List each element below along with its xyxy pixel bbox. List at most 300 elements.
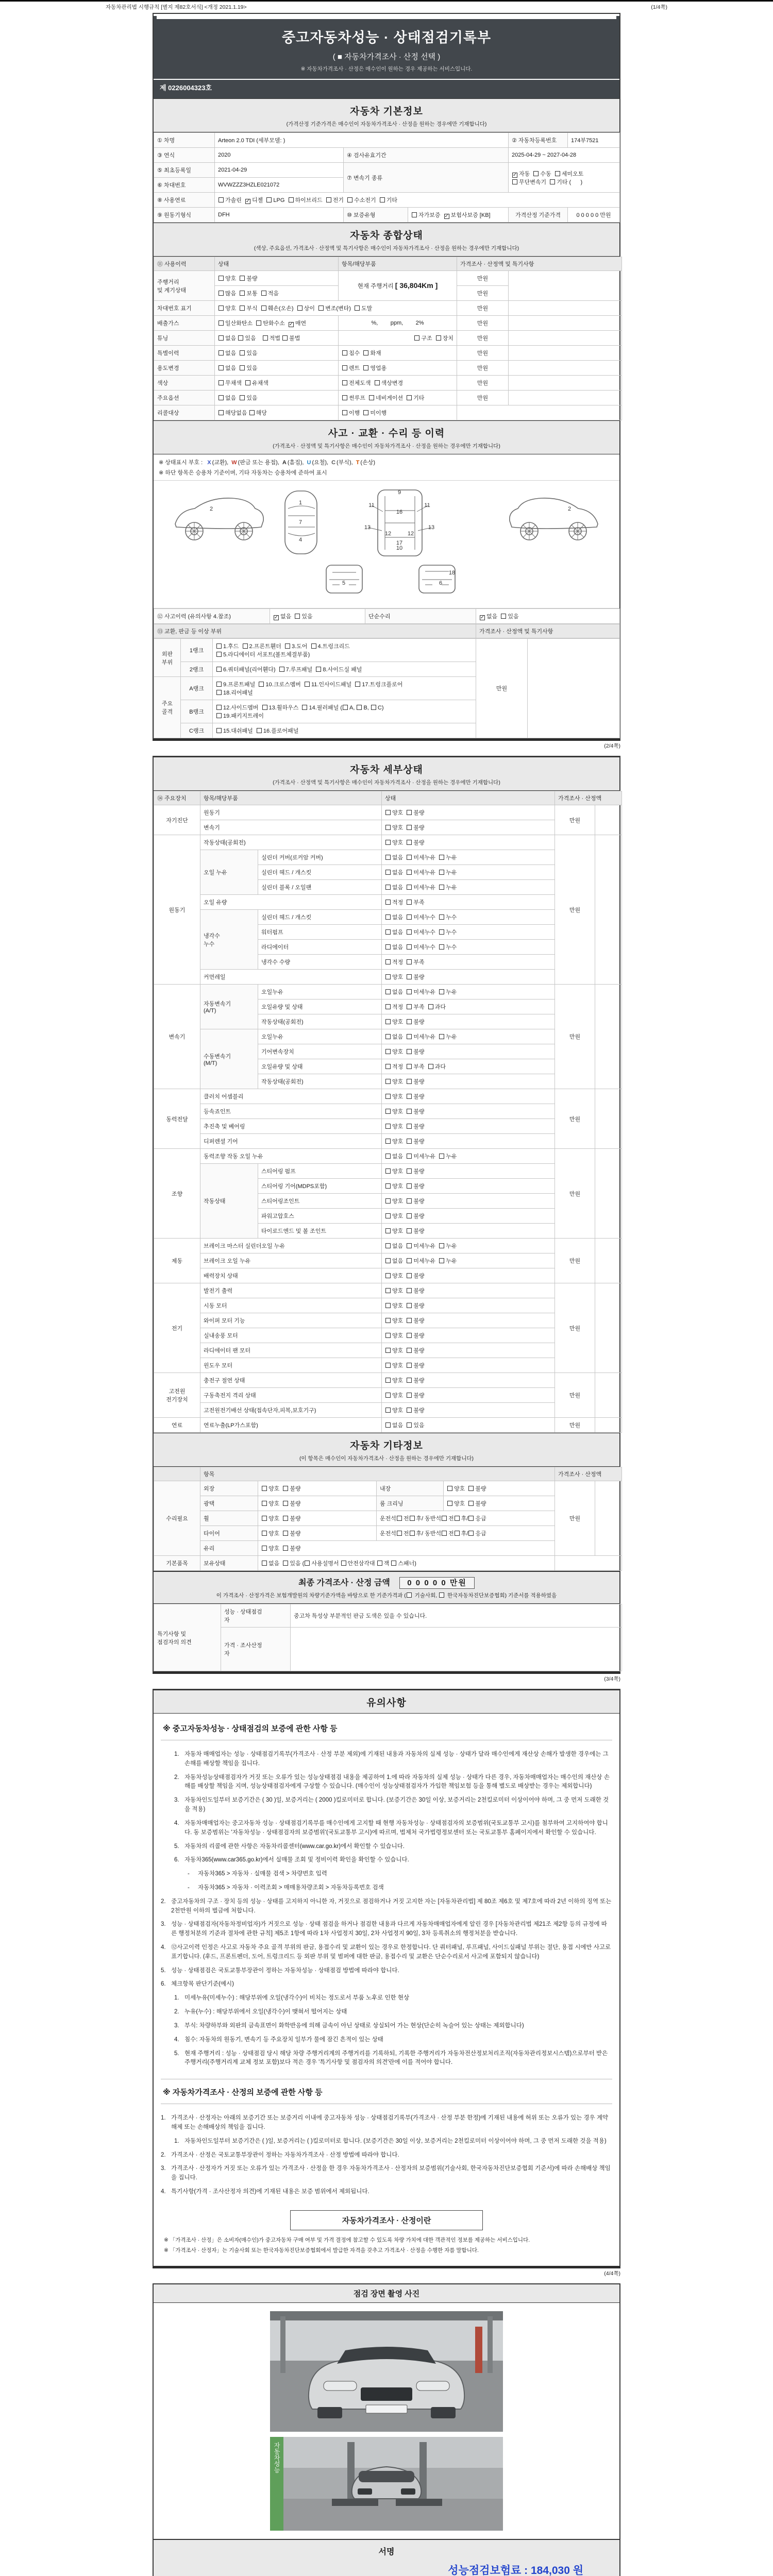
checkbox-icon[interactable]: [377, 1561, 382, 1566]
checkbox-icon[interactable]: [369, 395, 374, 400]
checkbox-icon[interactable]: [407, 914, 412, 920]
checkbox-icon[interactable]: [439, 1034, 444, 1039]
checkbox-icon[interactable]: [385, 840, 391, 845]
checkbox-icon[interactable]: [219, 320, 224, 326]
notice-item-text: 현재 주행거리 : 성능 · 상태점검 당시 해당 차량 주행거리계의 주행거리를 기록하되, 기록한 주행거리가 자동차전산정보처리조직(자동차관리정보시스템)으로부터 받은 주행거리(주행거리계 교체 정보 포함)보다 적은 경우 '특기사항 및 점검자의 의견'란에 이를 적어야 합니다.: [184, 2050, 608, 2066]
checkbox-icon[interactable]: [407, 1378, 412, 1383]
checkbox-icon[interactable]: [385, 810, 391, 815]
checkbox-icon[interactable]: [305, 682, 310, 687]
checkbox-icon[interactable]: [385, 825, 391, 830]
checkbox-checked-icon[interactable]: ✓: [480, 615, 484, 620]
table-cell: 외장: [200, 1481, 258, 1496]
checkbox-icon[interactable]: [243, 643, 248, 649]
checkbox-icon[interactable]: [385, 1408, 391, 1413]
checkbox-icon[interactable]: [407, 1124, 412, 1129]
table-cell: ⑥ 차대번호: [154, 178, 215, 193]
item-label: 고전원전기배선 상태(접속단자,피복,보호기구): [200, 1403, 382, 1418]
checkbox-icon[interactable]: [397, 1531, 402, 1536]
checkbox-icon[interactable]: [357, 705, 362, 710]
checkbox-icon[interactable]: [407, 1303, 412, 1308]
checkbox-icon[interactable]: [407, 1333, 412, 1338]
item-label: 윈도우 모터: [200, 1358, 382, 1373]
checkbox-icon[interactable]: [257, 728, 262, 733]
notice-item-number: -: [188, 1884, 190, 1891]
checkbox-icon[interactable]: [442, 1516, 447, 1521]
checkbox-icon[interactable]: [385, 1183, 391, 1189]
state-options: 없음 미세누수 누수: [382, 910, 555, 925]
checkbox-icon[interactable]: [555, 171, 560, 176]
checkbox-icon[interactable]: [263, 335, 268, 341]
checkbox-icon[interactable]: [412, 212, 417, 217]
sub-group-label: 오일 누유: [200, 850, 258, 895]
checkbox-icon[interactable]: [407, 1243, 412, 1248]
checkbox-icon[interactable]: [311, 643, 316, 649]
checkbox-icon[interactable]: [407, 929, 412, 935]
checkbox-icon[interactable]: [407, 1363, 412, 1368]
checkbox-icon[interactable]: [407, 1004, 412, 1009]
state-options: 없음 미세누수 누수: [382, 925, 555, 940]
checkbox-icon[interactable]: [283, 1546, 288, 1551]
table-cell: [509, 301, 622, 316]
checkbox-icon[interactable]: [262, 1546, 267, 1551]
checkbox-icon[interactable]: [407, 1258, 412, 1263]
checkbox-icon[interactable]: [391, 1561, 396, 1566]
item-label: 브레이크 마스터 실린더오일 누유: [200, 1239, 382, 1253]
checkbox-icon[interactable]: [341, 1561, 346, 1566]
item-label: 충전구 절연 상태: [200, 1373, 382, 1388]
item-label: 오일유량 및 상태: [258, 1059, 382, 1074]
checkbox-icon[interactable]: [385, 959, 391, 964]
item-label: 실린더 커버(로커암 커버): [258, 850, 382, 865]
checkbox-icon[interactable]: [385, 1019, 391, 1024]
checkbox-icon[interactable]: [439, 870, 444, 875]
checkbox-icon[interactable]: [407, 1408, 412, 1413]
table-cell: 없음 있음: [215, 391, 339, 405]
checkbox-icon[interactable]: [302, 705, 307, 710]
checkbox-icon[interactable]: [262, 705, 267, 710]
checkbox-icon[interactable]: [385, 1363, 391, 1368]
checkbox-icon[interactable]: [219, 197, 224, 202]
checkbox-icon[interactable]: [385, 929, 391, 935]
checkbox-checked-icon[interactable]: ✓: [246, 198, 250, 204]
checkbox-icon[interactable]: [407, 1079, 412, 1084]
item-label: 발전기 출력: [200, 1283, 382, 1298]
price-definition-line: ※ 「가격조사 · 산정자」는 기술사회 또는 한국자동차진단보증협회에서 발급한 자격을 갖추고 가격조사 · 산정을 수행한 자를 말합니다.: [164, 2247, 479, 2253]
checkbox-icon[interactable]: [380, 197, 385, 202]
checkbox-icon[interactable]: [385, 1079, 391, 1084]
checkbox-icon[interactable]: [439, 929, 444, 935]
checkbox-icon[interactable]: [414, 335, 419, 341]
checkbox-icon[interactable]: [256, 320, 261, 326]
checkbox-icon[interactable]: [289, 197, 294, 202]
state-options: 양호 불량: [382, 1164, 555, 1179]
checkbox-icon[interactable]: [283, 1486, 288, 1491]
checkbox-icon[interactable]: [385, 1094, 391, 1099]
checkbox-icon[interactable]: [407, 1154, 412, 1159]
checkbox-icon[interactable]: [407, 1393, 412, 1398]
checkbox-icon[interactable]: [216, 728, 222, 733]
notice-item-text: 가격조사 · 산정자는 아래의 보증기간 또는 보증거리 이내에 중고자동차 성능 · 상태점검기록부(가격조사 · 산정 부분 한정)에 기재된 내용에 허위 또는 오류가 있는 경우 계약 해제 또는 손해배상의 책임을 집니다.: [171, 2115, 609, 2130]
checkbox-icon[interactable]: [219, 395, 224, 400]
checkbox-icon[interactable]: [219, 350, 224, 355]
table-cell: 룸 크리닝: [377, 1496, 444, 1511]
table-cell: 2020: [215, 148, 344, 163]
checkbox-icon[interactable]: [455, 1516, 460, 1521]
checkbox-icon[interactable]: [439, 855, 444, 860]
item-label: 작동상태(공회전): [258, 1074, 382, 1089]
checkbox-icon[interactable]: [283, 1516, 288, 1521]
title-block: [154, 16, 619, 98]
checkbox-icon[interactable]: [216, 652, 222, 657]
special-notes-table-wrap: [154, 1604, 619, 1671]
checkbox-icon[interactable]: [407, 944, 412, 950]
notice-item-text: 가격조사 · 산정은 국토교통부장관이 정하는 자동차가격조사 · 산정 방법에 따라야 합니다.: [171, 2151, 399, 2158]
checkbox-icon[interactable]: [342, 410, 347, 415]
checkbox-icon[interactable]: [385, 1393, 391, 1398]
section-subtitle: (이 항목은 매수인이 자동차가격조사 · 산정을 원하는 경우에만 기재합니다): [299, 1455, 474, 1462]
table-cell: 양호 부식 훼손(오손) 상이 변조(변타) 도말: [215, 301, 457, 316]
checkbox-icon[interactable]: [439, 885, 444, 890]
notice-item-text: 자동차성능상태점검자가 거짓 또는 오류가 있는 성능상태점검 내용을 제공하여 1.에 따라 자동차의 실제 성능 · 상태가 다른 경우, 자동차매매업자는 매수인의 재산상 손해를 배상할 책임을 지며, 성능상태점검자에게 구상할 수 있습니다. (매수인이 성능상태점검자가 가입한 책임보험 등을 통해 별도로 배상받는 경우는 제외합니다): [184, 1774, 610, 1790]
checkbox-icon[interactable]: [407, 840, 412, 845]
price-cell: 만원: [555, 985, 595, 1089]
checkbox-icon[interactable]: [238, 335, 243, 341]
checkbox-icon[interactable]: [216, 713, 222, 718]
checkbox-icon[interactable]: [385, 1243, 391, 1248]
checkbox-icon[interactable]: [407, 1049, 412, 1054]
page-marker-2: (2/4쪽): [604, 743, 620, 749]
checkbox-icon[interactable]: [295, 614, 300, 619]
checkbox-icon[interactable]: [407, 1228, 412, 1233]
state-options: 적정 부족 과다: [382, 1059, 555, 1074]
checkbox-icon[interactable]: [342, 395, 347, 400]
device-group-label: 동력전달: [154, 1089, 200, 1149]
section-subtitle: (가격산정 기준가격은 매수인이 자동차가격조사 · 산정을 원하는 경우에만 기재합니다): [286, 121, 487, 127]
notice-item: [174, 2008, 612, 2017]
notice-item-number: 3.: [174, 2022, 179, 2029]
checkbox-icon[interactable]: [216, 643, 222, 649]
checkbox-icon[interactable]: [266, 197, 272, 202]
checkbox-icon[interactable]: [407, 1198, 412, 1204]
checkbox-icon[interactable]: [447, 1501, 452, 1506]
table-cell: 성능 · 상태점검 자: [221, 1604, 291, 1628]
checkbox-icon[interactable]: [407, 810, 412, 815]
checkbox-icon[interactable]: [355, 682, 360, 687]
notice-item-text: 자동차의 리콜에 관한 사항은 자동차리콜센터(www.car.go.kr)에서 확인할 수 있습니다.: [184, 1843, 405, 1850]
checkbox-icon[interactable]: [261, 306, 266, 311]
state-options: 양호 불량: [382, 1403, 555, 1418]
checkbox-icon[interactable]: [240, 350, 245, 355]
notice-item-number: -: [188, 1871, 190, 1877]
item-label: 변속기: [200, 820, 382, 835]
checkbox-icon[interactable]: [533, 171, 539, 176]
checkbox-icon[interactable]: [318, 306, 324, 311]
checkbox-icon[interactable]: [439, 914, 444, 920]
checkbox-icon[interactable]: [407, 959, 412, 964]
checkbox-checked-icon[interactable]: ✓: [513, 172, 517, 178]
checkbox-icon[interactable]: [216, 682, 222, 687]
checkbox-icon[interactable]: [219, 291, 224, 296]
checkbox-icon[interactable]: [385, 1154, 391, 1159]
checkbox-icon[interactable]: [385, 1124, 391, 1129]
table-cell: Arteon 2.0 TDI (세부모델: ): [215, 133, 509, 148]
checkbox-icon[interactable]: [385, 1139, 391, 1144]
checkbox-icon[interactable]: [439, 1243, 444, 1248]
checkbox-icon[interactable]: [283, 1531, 288, 1536]
checkbox-icon[interactable]: [407, 974, 412, 979]
checkbox-icon[interactable]: [385, 1303, 391, 1308]
checkbox-icon[interactable]: [468, 1486, 474, 1491]
checkbox-icon[interactable]: [407, 395, 412, 400]
checkbox-icon[interactable]: [385, 1109, 391, 1114]
checkbox-icon[interactable]: [439, 1592, 444, 1598]
checkbox-icon[interactable]: [305, 1561, 310, 1566]
panel-number-label: 17: [396, 540, 403, 546]
document-column: [153, 13, 620, 2576]
state-options: 양호 불량: [382, 1179, 555, 1194]
checkbox-icon[interactable]: [407, 1273, 412, 1278]
checkbox-icon[interactable]: [279, 667, 284, 672]
checkbox-icon[interactable]: [397, 1516, 402, 1521]
checkbox-icon[interactable]: [407, 1034, 412, 1039]
checkbox-icon[interactable]: [439, 1154, 444, 1159]
exchange-header-wrap: [154, 624, 619, 638]
checkbox-icon[interactable]: [262, 1561, 267, 1566]
checkbox-icon[interactable]: [316, 667, 321, 672]
page-marker-4: (4/4쪽): [604, 2270, 620, 2277]
checkbox-checked-icon[interactable]: ✓: [444, 213, 449, 219]
checkbox-icon[interactable]: [407, 900, 412, 905]
checkbox-icon[interactable]: [410, 1531, 415, 1536]
price-cell: 만원: [555, 835, 595, 985]
notice-item-number: 2.: [161, 1898, 166, 1905]
checkbox-icon[interactable]: [219, 380, 224, 385]
table-cell: 양호 불량: [258, 1511, 377, 1526]
notice-item-number: 2.: [174, 2009, 179, 2015]
checkbox-icon[interactable]: [512, 179, 517, 184]
checkbox-icon[interactable]: [407, 870, 412, 875]
notice-item-text: 자동차365 > 자동차 · 이력조회 > 매매용차량조회 > 자동차등록번호 검색: [198, 1884, 384, 1891]
state-options: 양호 불량: [382, 1358, 555, 1373]
checkbox-icon[interactable]: [385, 1348, 391, 1353]
checkbox-icon[interactable]: [385, 989, 391, 994]
table-cell: 6.쿼터패널(리어휀다) 7.루프패널 8.사이드실 패널: [213, 662, 476, 677]
state-options: 적정 부족 과다: [382, 999, 555, 1014]
checkbox-icon[interactable]: [410, 1516, 415, 1521]
checkbox-icon[interactable]: [343, 705, 348, 710]
checkbox-icon[interactable]: [216, 690, 222, 695]
checkbox-icon[interactable]: [262, 1531, 267, 1536]
checkbox-icon[interactable]: [407, 1094, 412, 1099]
table-cell: ✓ 자동 수동 세미오토 무단변속기 기타 ( ): [509, 163, 620, 193]
checkbox-icon[interactable]: [436, 335, 441, 341]
item-label: 시동 모터: [200, 1298, 382, 1313]
checkbox-icon[interactable]: [385, 1258, 391, 1263]
item-label: 파워고압호스: [258, 1209, 382, 1224]
table-cell: ✓ 없음 있음: [270, 609, 365, 624]
checkbox-icon[interactable]: [216, 667, 222, 672]
checkbox-icon[interactable]: [385, 1198, 391, 1204]
state-options: 양호 불량: [382, 1209, 555, 1224]
notice-item-text: 침수: 자동차의 원동기, 변속기 등 주요장치 일부가 물에 잠긴 흔적이 있는 상태: [184, 2036, 383, 2043]
checkbox-icon[interactable]: [385, 944, 391, 950]
checkbox-checked-icon[interactable]: ✓: [274, 615, 278, 620]
table-cell: 자가보증 ✓ 보험사보증 [KB]: [408, 208, 509, 223]
table-cell: 운전석 전 후/ 동반석 전 후/ 응급: [377, 1526, 555, 1541]
checkbox-icon[interactable]: [439, 1258, 444, 1263]
checkbox-icon[interactable]: [439, 989, 444, 994]
checkbox-icon[interactable]: [219, 410, 224, 415]
checkbox-icon[interactable]: [385, 1228, 391, 1233]
notice-item: [188, 1870, 612, 1879]
checkbox-icon[interactable]: [240, 306, 245, 311]
checkbox-icon[interactable]: [262, 1486, 267, 1491]
notice-item-text: 누유(누수) : 해당부위에서 오일(냉각수)이 맺혀서 떨어지는 상태: [184, 2009, 347, 2015]
table-cell: 주요옵션: [154, 391, 215, 405]
table-cell: ⑭ 주요장치: [154, 791, 200, 805]
section-overall-header: [154, 223, 619, 257]
checkbox-icon[interactable]: [385, 1422, 391, 1428]
notice-item: [174, 1750, 612, 1769]
checkbox-icon[interactable]: [407, 1109, 412, 1114]
checkbox-icon[interactable]: [468, 1516, 474, 1521]
checkbox-icon[interactable]: [342, 380, 347, 385]
checkbox-icon[interactable]: [385, 1378, 391, 1383]
checkbox-icon[interactable]: [407, 855, 412, 860]
checkbox-icon[interactable]: [455, 1531, 460, 1536]
table-cell: [509, 331, 622, 346]
checkbox-icon[interactable]: [501, 614, 506, 619]
checkbox-icon[interactable]: [326, 197, 331, 202]
checkbox-icon[interactable]: [363, 365, 368, 370]
price-cell: 만원: [555, 1089, 595, 1149]
checkbox-icon[interactable]: [385, 1288, 391, 1293]
checkbox-icon[interactable]: [385, 900, 391, 905]
notice-item-text: 성능 · 상태점검은 국토교통부장관이 정하는 자동차성능 · 상태점검 방법에 따라야 합니다.: [171, 1967, 399, 1974]
checkbox-icon[interactable]: [407, 1183, 412, 1189]
checkbox-icon[interactable]: [385, 974, 391, 979]
checkbox-icon[interactable]: [407, 1019, 412, 1024]
checkbox-icon[interactable]: [219, 276, 224, 281]
checkbox-icon[interactable]: [407, 885, 412, 890]
checkbox-icon[interactable]: [385, 1064, 391, 1069]
checkbox-icon[interactable]: [363, 410, 368, 415]
price-survey-definition-lines: [161, 2236, 612, 2255]
checkbox-icon[interactable]: [285, 643, 290, 649]
checkbox-icon[interactable]: [385, 1318, 391, 1323]
checkbox-icon[interactable]: [407, 989, 412, 994]
checkbox-icon[interactable]: [259, 682, 264, 687]
checkbox-icon[interactable]: [385, 1333, 391, 1338]
checkbox-icon[interactable]: [407, 1592, 412, 1598]
checkbox-icon[interactable]: [385, 1034, 391, 1039]
checkbox-icon[interactable]: [407, 1422, 412, 1428]
state-options: 양호 불량: [382, 1119, 555, 1134]
checkbox-icon[interactable]: [407, 1348, 412, 1353]
checkbox-icon[interactable]: [407, 1168, 412, 1174]
notice-items-b: [161, 2104, 612, 2197]
checkbox-icon[interactable]: [550, 179, 555, 184]
special-notes-table: [154, 1604, 622, 1671]
checkbox-icon[interactable]: [468, 1501, 474, 1506]
checkbox-icon[interactable]: [407, 1139, 412, 1144]
checkbox-icon[interactable]: [407, 1288, 412, 1293]
checkbox-icon[interactable]: [219, 335, 224, 341]
checkbox-icon[interactable]: [240, 395, 245, 400]
checkbox-icon[interactable]: [407, 825, 412, 830]
checkbox-icon[interactable]: [342, 365, 347, 370]
checkbox-icon[interactable]: [283, 1561, 288, 1566]
checkbox-icon[interactable]: [407, 1064, 412, 1069]
exchange-header-table: [154, 624, 620, 638]
checkbox-checked-icon[interactable]: ✓: [289, 321, 293, 327]
panel-number-label: 2: [209, 506, 213, 512]
checkbox-icon[interactable]: [240, 365, 245, 370]
checkbox-icon[interactable]: [262, 1501, 267, 1506]
checkbox-icon[interactable]: [282, 335, 288, 341]
table-cell: ⑦ 변속기 종류: [344, 163, 509, 193]
table-cell: 만원: [457, 376, 509, 391]
checkbox-icon[interactable]: [385, 855, 391, 860]
checkbox-icon[interactable]: [261, 291, 266, 296]
checkbox-icon[interactable]: [216, 705, 222, 710]
checkbox-icon[interactable]: [385, 1273, 391, 1278]
table-cell: 없음 있음 적법 불법: [215, 331, 339, 346]
checkbox-icon[interactable]: [385, 870, 391, 875]
checkbox-icon[interactable]: [262, 1516, 267, 1521]
checkbox-icon[interactable]: [407, 1318, 412, 1323]
checkbox-icon[interactable]: [439, 944, 444, 950]
checkbox-icon[interactable]: [468, 1531, 474, 1536]
table-cell: 양호 불량: [215, 271, 339, 286]
checkbox-icon[interactable]: [371, 705, 376, 710]
checkbox-icon[interactable]: [240, 291, 245, 296]
checkbox-icon[interactable]: [407, 1213, 412, 1218]
checkbox-icon[interactable]: [385, 1213, 391, 1218]
checkbox-icon[interactable]: [355, 306, 360, 311]
notice-item-text: 가격조사 · 산정자가 거짓 또는 오류가 있는 가격조사 · 산정을 한 경우 자동차가격조사 · 산정자의 보증범위(기술사회, 한국자동차진단보증협회 기준서)에 따라 손해배상 책임을 집니다.: [171, 2165, 611, 2181]
price-survey-option: ( ■ 자동차가격조사 · 산정 선택 ): [332, 53, 441, 61]
checkbox-icon[interactable]: [385, 885, 391, 890]
table-cell: ⑨ 원동기형식: [154, 208, 215, 223]
checkbox-icon[interactable]: [385, 1049, 391, 1054]
checkbox-icon[interactable]: [385, 1004, 391, 1009]
checkbox-icon[interactable]: [428, 1004, 433, 1009]
checkbox-icon[interactable]: [249, 410, 255, 415]
checkbox-icon[interactable]: [375, 380, 380, 385]
table-cell: 만원: [457, 361, 509, 376]
item-label: 클러치 어셈블리: [200, 1089, 382, 1104]
item-label: 브레이크 오일 누유: [200, 1253, 382, 1268]
checkbox-icon[interactable]: [428, 1064, 433, 1069]
checkbox-icon[interactable]: [447, 1486, 452, 1491]
checkbox-icon[interactable]: [219, 365, 224, 370]
checkbox-icon[interactable]: [363, 350, 368, 355]
checkbox-icon[interactable]: [283, 1501, 288, 1506]
price-cell: 만원: [555, 1283, 595, 1373]
state-options: 없음 미세누수 누수: [382, 940, 555, 955]
checkbox-icon[interactable]: [240, 276, 245, 281]
checkbox-icon[interactable]: [219, 306, 224, 311]
checkbox-icon[interactable]: [347, 197, 352, 202]
checkbox-icon[interactable]: [342, 350, 347, 355]
notice-item: [161, 1920, 612, 1939]
checkbox-icon[interactable]: [297, 306, 303, 311]
checkbox-icon[interactable]: [385, 1168, 391, 1174]
checkbox-icon[interactable]: [442, 1531, 447, 1536]
checkbox-icon[interactable]: [385, 914, 391, 920]
checkbox-icon[interactable]: [245, 380, 250, 385]
